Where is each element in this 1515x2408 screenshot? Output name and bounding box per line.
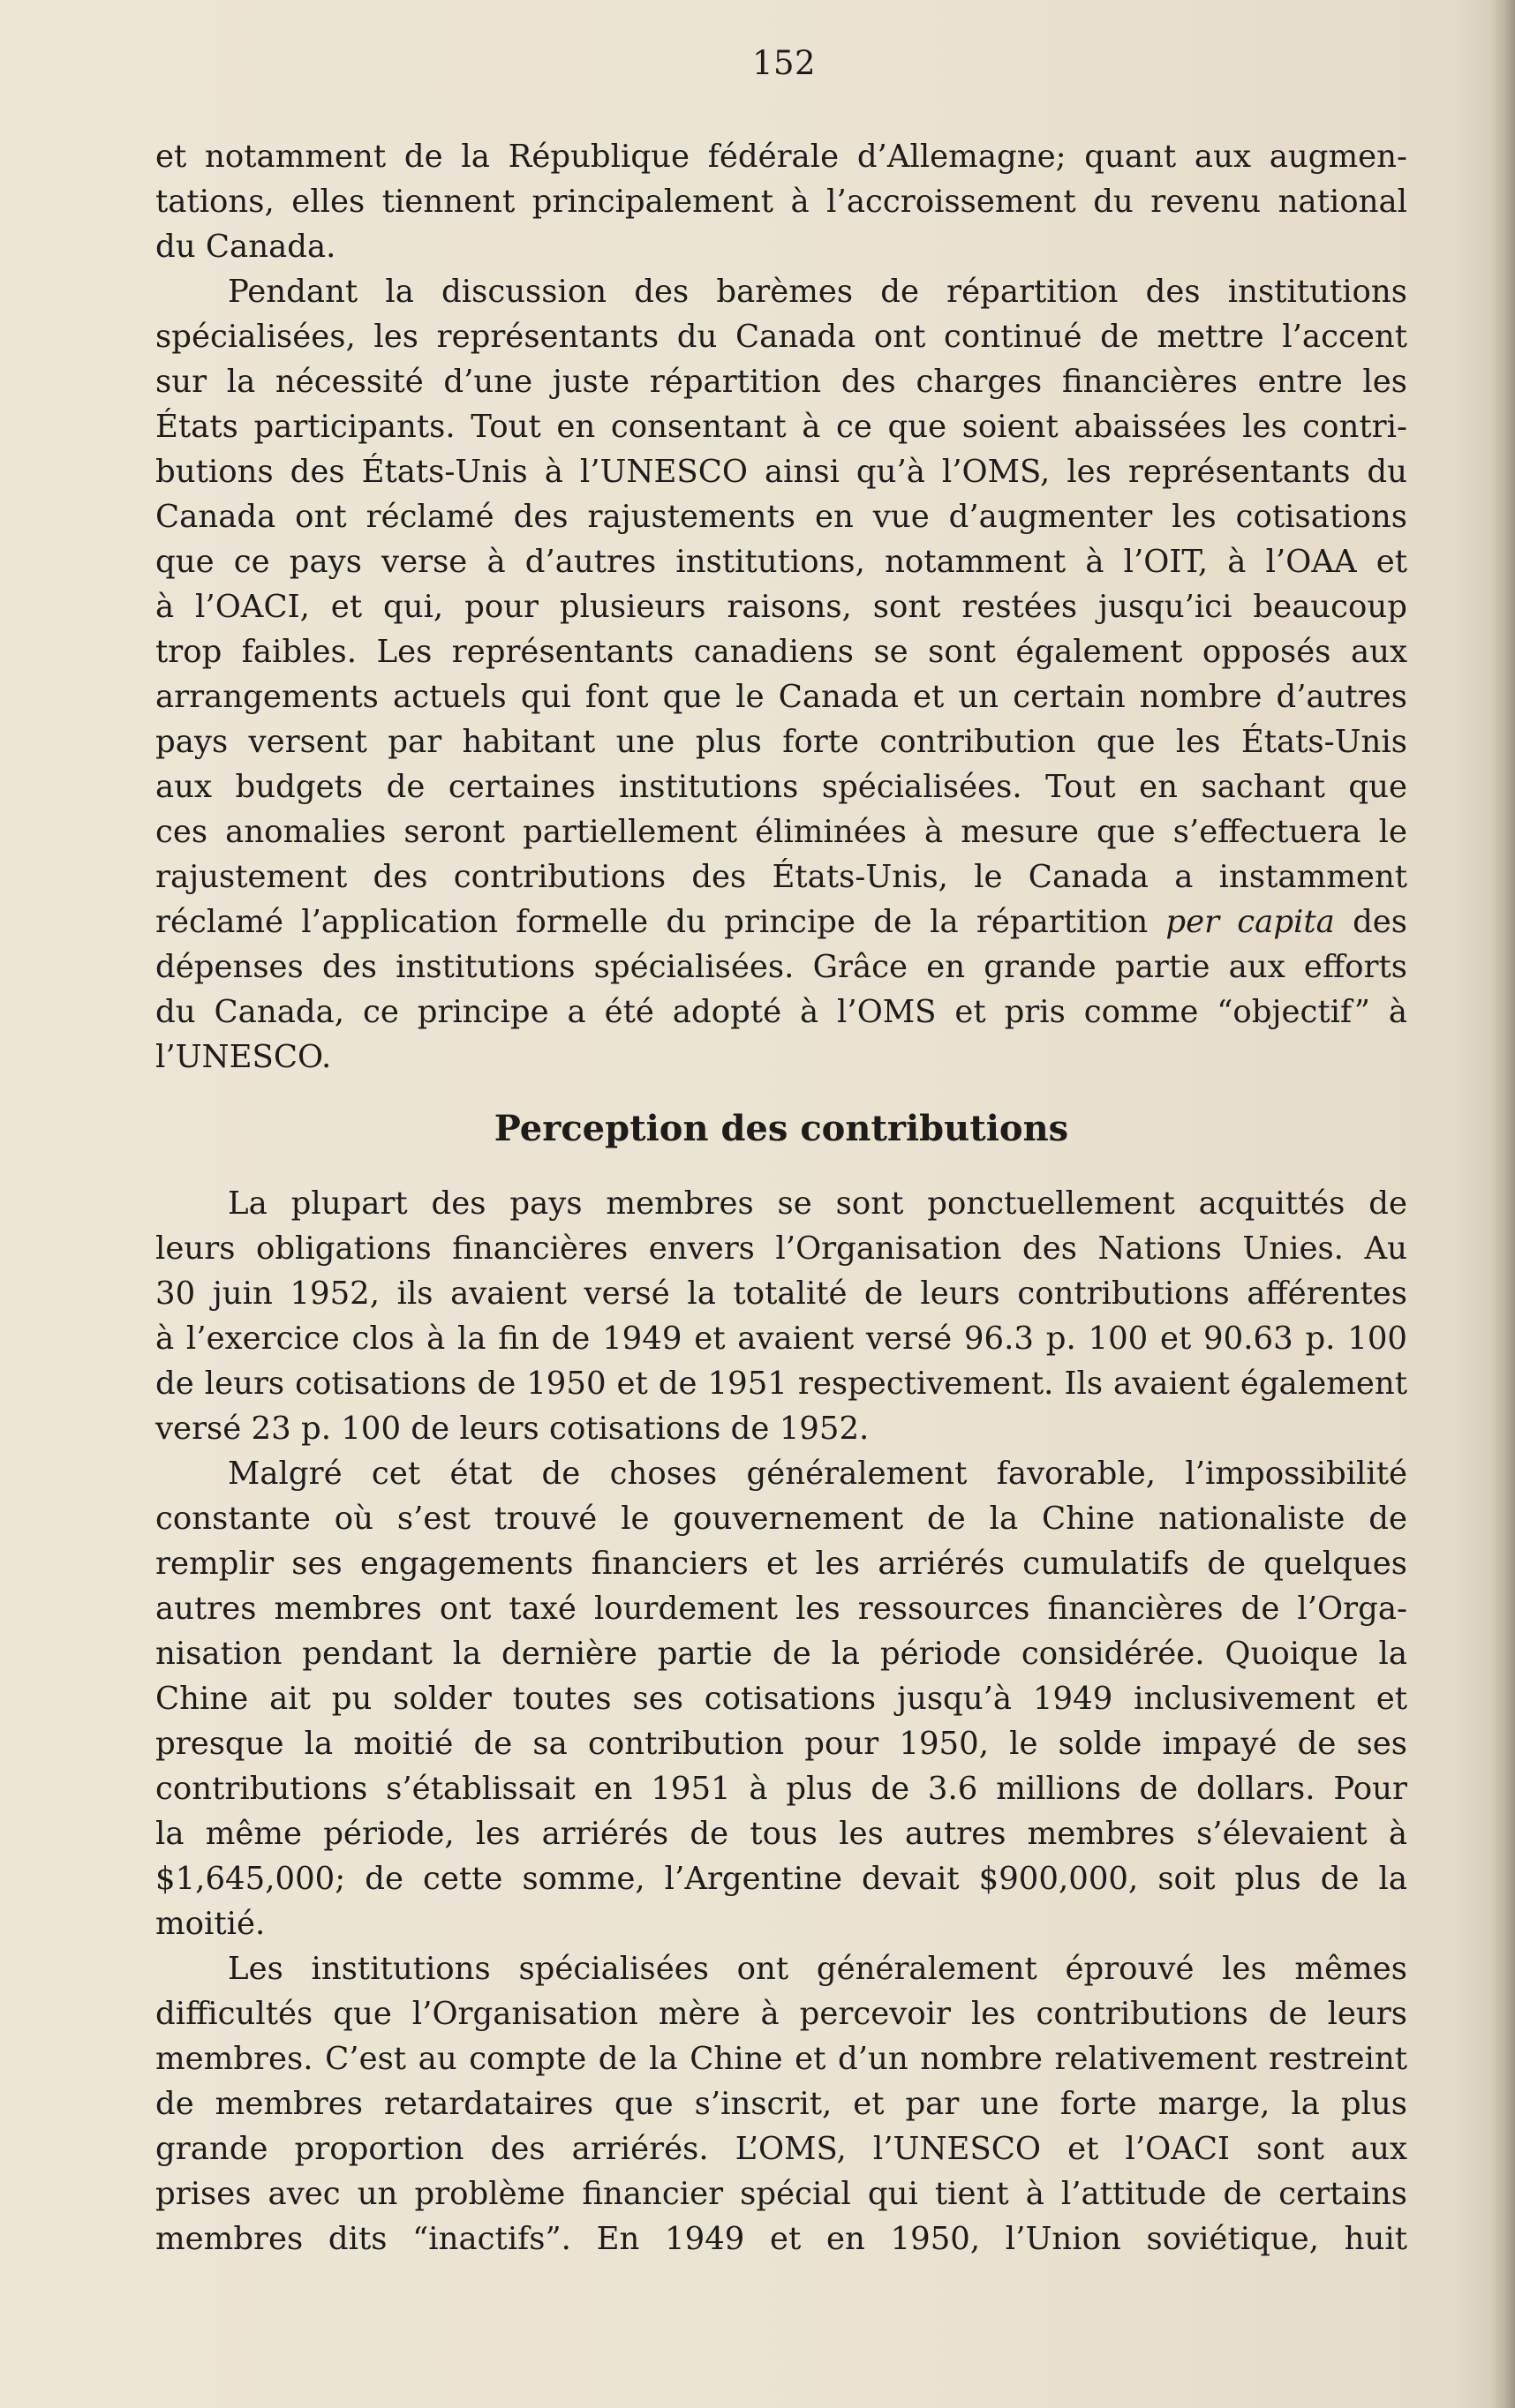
paragraph	[155, 1946, 1407, 2261]
text-line: moitié.	[155, 1906, 266, 1942]
text-line: $1,645,000; de cette somme, l’Argentine devait $900,000, soit plus de la	[155, 1861, 1407, 1897]
text-line: La plupart des pays membres se sont ponctuellement acquittés de	[228, 1185, 1407, 1222]
section-heading: Perception des contributions	[494, 1108, 1069, 1149]
text-line: Canada ont réclamé des rajustements en vue d’augmenter les cotisations	[155, 499, 1407, 535]
text-line: ces anomalies seront partiellement éliminées à mesure que s’effectuera le	[155, 814, 1407, 850]
text-line: contributions s’établissait en 1951 à plus de 3.6 millions de dollars. Pour	[155, 1771, 1407, 1807]
text-line: presque la moitié de sa contribution pour 1950, le solde impayé de ses	[155, 1726, 1407, 1762]
text-line: que ce pays verse à d’autres institutions, notamment à l’OIT, à l’OAA et	[155, 544, 1407, 580]
text-line: aux budgets de certaines institutions spécialisées. Tout en sachant que	[155, 769, 1407, 805]
text-line: à l’exercice clos à la fin de 1949 et avaient versé 96.3 p. 100 et 90.63 p. 100	[155, 1321, 1407, 1357]
text-line: prises avec un problème financier spécial qui tient à l’attitude de certains	[155, 2176, 1407, 2212]
text-segment: réclamé l’application formelle du principe de la répartition	[155, 904, 1149, 940]
paragraph	[155, 269, 1407, 1080]
text-line: trop faibles. Les représentants canadiens se sont également opposés aux	[155, 634, 1407, 670]
text-line: Pendant la discussion des barèmes de répartition des institutions	[228, 274, 1407, 310]
text-line: spécialisées, les représentants du Canada ont continué de mettre l’accent	[155, 319, 1407, 355]
text-line: États participants. Tout en consentant à ce que soient abaissées les contri-	[155, 409, 1407, 445]
text-line: remplir ses engagements financiers et les arriérés cumulatifs de quelques	[155, 1546, 1407, 1582]
text-line: arrangements actuels qui font que le Canada et un certain nombre d’autres	[155, 679, 1407, 715]
text-line: Chine ait pu solder toutes ses cotisations jusqu’à 1949 inclusivement et	[155, 1681, 1407, 1717]
text-line: versé 23 p. 100 de leurs cotisations de 1952.	[155, 1411, 870, 1447]
text-line: difficultés que l’Organisation mère à percevoir les contributions de leurs	[155, 1996, 1407, 2032]
text-line: Les institutions spécialisées ont généralement éprouvé les mêmes	[228, 1951, 1407, 1987]
italic-phrase: per capita	[1165, 904, 1335, 940]
paragraph	[155, 134, 1407, 269]
paragraph	[155, 1181, 1407, 1451]
text-line: 30 juin 1952, ils avaient versé la totalité de leurs contributions afférentes	[155, 1275, 1407, 1312]
text-line: membres. C’est au compte de la Chine et d’un nombre relativement restreint	[155, 2041, 1407, 2077]
text-line: du Canada.	[155, 229, 336, 265]
text-line: de leurs cotisations de 1950 et de 1951 respectivement. Ils avaient également	[155, 1366, 1407, 1402]
text-line: à l’OACI, et qui, pour plusieurs raisons, sont restées jusqu’ici beaucoup	[155, 589, 1407, 625]
text-line: constante où s’est trouvé le gouvernement de la Chine nationaliste de	[155, 1501, 1407, 1537]
text-line: butions des États-Unis à l’UNESCO ainsi qu’à l’OMS, les représentants du	[155, 454, 1407, 490]
text-line: tations, elles tiennent principalement à l’accroissement du revenu national	[155, 184, 1407, 220]
text-segment: des	[1353, 904, 1408, 940]
text-line: autres membres ont taxé lourdement les ressources financières de l’Orga-	[155, 1591, 1407, 1627]
page-number: 152	[751, 44, 817, 82]
text-line: leurs obligations financières envers l’Organisation des Nations Unies. Au	[155, 1230, 1407, 1267]
text-line: et notamment de la République fédérale d’Allemagne; quant aux augmen-	[155, 139, 1407, 175]
text-line: du Canada, ce principe a été adopté à l’OMS et pris comme “objectif” à	[155, 994, 1407, 1030]
text-line: l’UNESCO.	[155, 1039, 332, 1075]
text-line: pays versent par habitant une plus forte contribution que les États-Unis	[155, 724, 1407, 760]
text-line: grande proportion des arriérés. L’OMS, l’UNESCO et l’OACI sont aux	[155, 2131, 1407, 2167]
paragraph	[155, 1451, 1407, 1946]
text-line-with-italic	[155, 899, 1407, 944]
page-edge-shadow	[1490, 0, 1515, 2408]
body-text	[155, 134, 1407, 2261]
text-line: rajustement des contributions des États-Unis, le Canada a instamment	[155, 859, 1407, 895]
text-line: la même période, les arriérés de tous les autres membres s’élevaient à	[155, 1816, 1407, 1852]
text-line: sur la nécessité d’une juste répartition des charges financières entre les	[155, 364, 1407, 400]
text-line: Malgré cet état de choses généralement favorable, l’impossibilité	[228, 1456, 1407, 1492]
text-line: de membres retardataires que s’inscrit, et par une forte marge, la plus	[155, 2086, 1407, 2122]
text-line: dépenses des institutions spécialisées. Grâce en grande partie aux efforts	[155, 949, 1407, 985]
text-line: membres dits “inactifs”. En 1949 et en 1950, l’Union soviétique, huit	[155, 2221, 1407, 2257]
text-line: nisation pendant la dernière partie de la période considérée. Quoique la	[155, 1636, 1407, 1672]
